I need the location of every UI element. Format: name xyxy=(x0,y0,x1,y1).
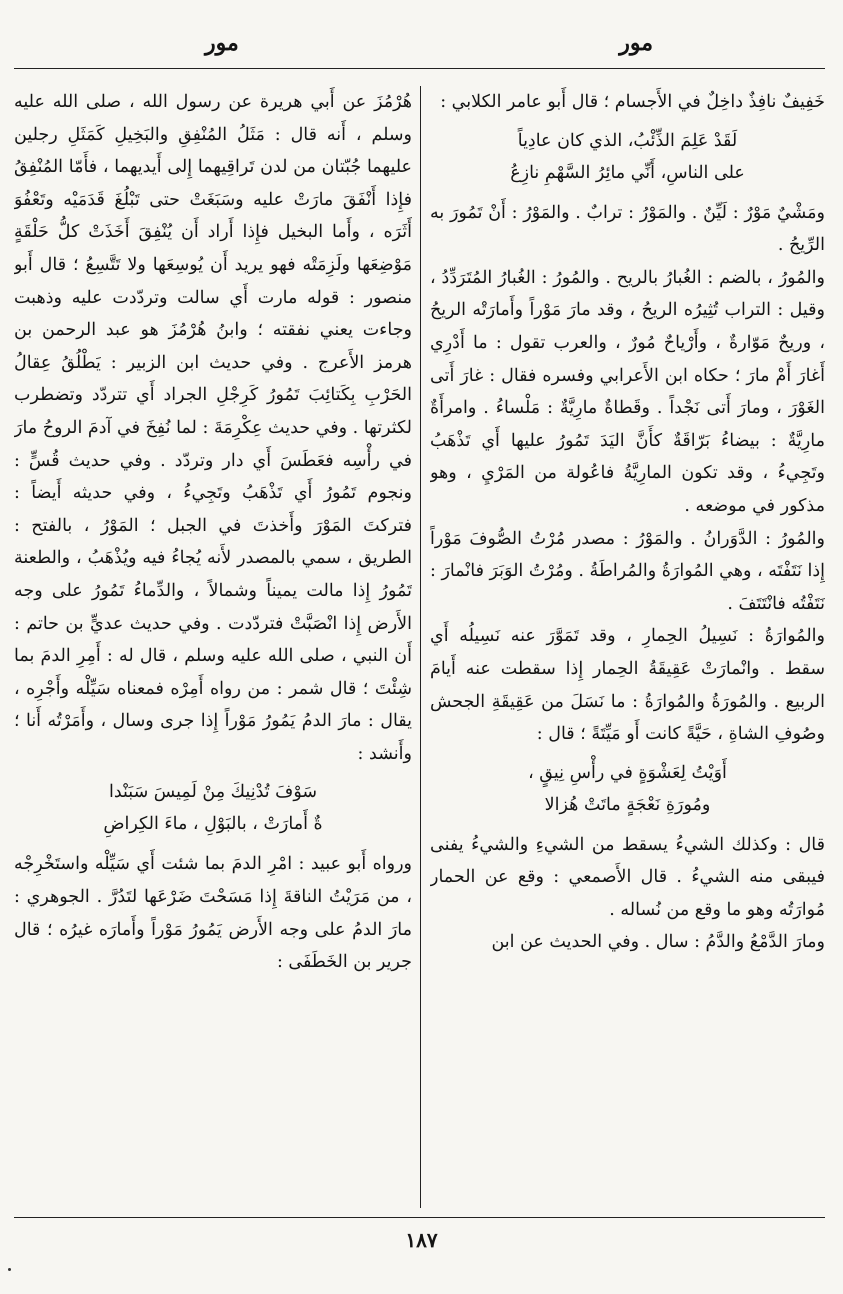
paragraph: هُرْمُزَ عن أَبي هريرة عن رسول الله ، صلى الله عليه وسلم ، أَنه قال : مَثَلُ المُنْفِقِ والبَخِيلِ كَمَثَلِ رجلين عليهما جُبّتان من لدن تَراقِيهما إِلى أَيديهما ، فأَمّا المُنْفِقُ فإِذا أَنْفَقَ مارَتْ عليه وسَبَغَتْ حتى تَبْلُغَ قَدَمَيْه وتَعْفُوَ أَثَرَه ، وأَما البخيل فإِذا أَراد أَن يُنْفِقَ أَخَذَتْ كلُّ حَلْقَةٍ مَوْضِعَها ولَزِمَتْه فهو يريد أَن يُوسِعَها ولا تَتَّسِعُ ؛ قال أَبو منصور : قوله مارت أَي سالت وتردّدت عليه وذهبت وجاءت يعني نفقته ؛ وابنُ هُرْمُزَ هو عبد الرحمن بن هرمز الأَعرج . وفي حديث ابن الزبير : يَطْلُقُ عِقالُ الحَرْبِ بِكَتائِبَ تَمُورُ كَرِجْلِ الجراد أَي تتردّد وتضطرب لكثرتها . وفي حديث عِكْرِمَةَ : لما نُفِخَ في آدمَ الروحُ مارَ في رأْسِه فعَطَسَ أَي دار وتردّد . وفي حديث قُسٍّ : ونجوم تَمُورُ أَي تَذْهَبُ وتَجِيءُ ، وفي حديثه أَيضاً : فتركتَ المَوْرَ وأَخذتَ في الجبل ؛ المَوْرُ ، بالفتح : الطريق ، سمي بالمصدر لأَنه يُجاءُ فيه ويُذْهَبُ ، والطعنة تَمُورُ إِذا مالت يميناً وشمالاً ، والدِّماءُ تَمُورُ على وجه الأَرض إِذا انْصَبَّتْ فتردّدت . وفي حديث عديٍّ بن حاتم : أَن النبي ، صلى الله عليه وسلم ، قال له : أَمِرِ الدمَ بما شِئْتَ ؛ قال شمر : من رواه أَمِرْه فمعناه سَيِّلْه وأَجْرِه ، يقال : مارَ الدمُ يَمُورُ مَوْراً إِذا جرى وسال ، وأَمَرْتُه أَنا ؛ وأَنشد : xyxy=(14,92,412,764)
column-divider xyxy=(420,86,421,1208)
paragraph: ومَشْيٌ مَوْرٌ : لَيِّنٌ . والمَوْرُ : ترابٌ . والمَوْرُ : أَنْ تَمُورَ به الرِّيحُ . xyxy=(430,202,825,256)
ink-speck xyxy=(8,1268,11,1271)
paragraph: خَفِيفٌ نافِذٌ داخِلٌ في الأَجسام ؛ قال أَبو عامر الكلابي : xyxy=(440,92,825,112)
right-column xyxy=(430,86,825,1214)
verse-line: ومُورَةِ نَعْجَةٍ ماتَتْ هُزالا xyxy=(544,794,711,815)
paragraph: والمُوارَةُ : نَسِيلُ الحِمارِ ، وقد تَمَوَّرَ عنه نَسِيلُه أَي سقط . وانْمارَتْ عَقِيقَةُ الحِمار إِذا سقطت عنه أَيامَ الربيع . والمُورَةُ والمُوارَةُ : ما نَسَلَ من عَقِيقَةِ الجحش وصُوفِ الشاةِ ، حَيَّةً كانت أَو مَيِّتَةً ؛ قال : xyxy=(430,626,825,745)
paragraph: قال : وكذلك الشيءُ يسقط من الشيءِ والشيءُ يفنى فيبقى منه الشيءُ . قال الأَصمعي : وقع عن الحمار مُوارَتُه وهو ما وقع من نُساله . xyxy=(430,834,825,920)
verse xyxy=(14,776,412,840)
page-number: ١٨٧ xyxy=(405,1228,438,1252)
verse-line: أَوَيْتُ لِعَشْوَةٍ في رأْسِ نِيقٍ ، xyxy=(528,762,727,783)
left-column xyxy=(14,86,412,1214)
verse-line: ةٌ أَمارَتْ ، بالبَوْلِ ، ماءَ الكِراضِ xyxy=(103,814,323,835)
verse-line: لَقَدْ عَلِمَ الذِّئْبُ، الذي كان عادِياً xyxy=(517,130,738,151)
bottom-rule xyxy=(14,1217,825,1218)
page-header-right: مور xyxy=(619,30,653,56)
verse xyxy=(430,757,825,821)
paragraph: والمُورُ ، بالضم : الغُبارُ بالريح . والمُورُ : الغُبارُ المُتَرَدِّدُ ، وقيل : التراب تُثِيرُه الريحُ ، وقد مارَ مَوْراً وأَمارَتْه الريحُ ، وريحٌ مَوّارةٌ ، وأَرْياحٌ مُورٌ ، والعرب تقول : ما أَدْرِي أَغارَ أَمْ مارَ ؛ حكاه ابن الأَعرابي وفسره فقال : غارَ أَتى الغَوْرَ ، ومارَ أَتى نَجْداً . وقَطاةٌ مارِيَّةٌ : مَلْساءُ . وامرأَةٌ مارِيَّةٌ : بيضاءُ بَرّاقَةٌ كأَنَّ اليَدَ تَمُورُ عليها أَي تَذْهَبُ وتَجِيءُ ، وقد تكون المارِيَّةُ فاعُولة من المَرْيِ ، وهو مذكور في موضعه . xyxy=(430,267,825,516)
page-header-left: مور xyxy=(205,30,239,56)
top-rule xyxy=(14,68,825,69)
verse-line: سَوْفَ تُدْنِيكَ مِنْ لَمِيسَ سَبَنْدا xyxy=(108,782,318,803)
verse-line: على الناسِ، أَنِّي مائِرُ السَّهْمِ نازِعُ xyxy=(510,162,745,183)
verse xyxy=(430,125,825,189)
paragraph: ومارَ الدَّمْعُ والدَّمُ : سال . وفي الحديث عن ابن xyxy=(491,932,825,953)
paragraph: ورواه أَبو عبيد : امْرِ الدمَ بما شئت أَي سَيِّلْه واستَخْرِجْه ، من مَرَيْتُ الناقةَ إِذا مَسَحْتَ ضَرْعَها لتَدُرَّ . الجوهري : مارَ الدمُ على وجه الأَرض يَمُورُ مَوْراً وأَمارَه غيرُه ؛ قال جرير بن الخَطَفَى : xyxy=(14,854,412,973)
paragraph: والمُورُ : الدَّوَرانُ . والمَوْرُ : مصدر مُرْتُ الصُّوفَ مَوْراً إِذا نَتَفْتَه ، وهي المُوارَةُ والمُراطَةُ . ومُرْتُ الوَبَرَ فانْمارَ : نَتَفْتُه فانْتَتَفَ . xyxy=(430,528,825,614)
